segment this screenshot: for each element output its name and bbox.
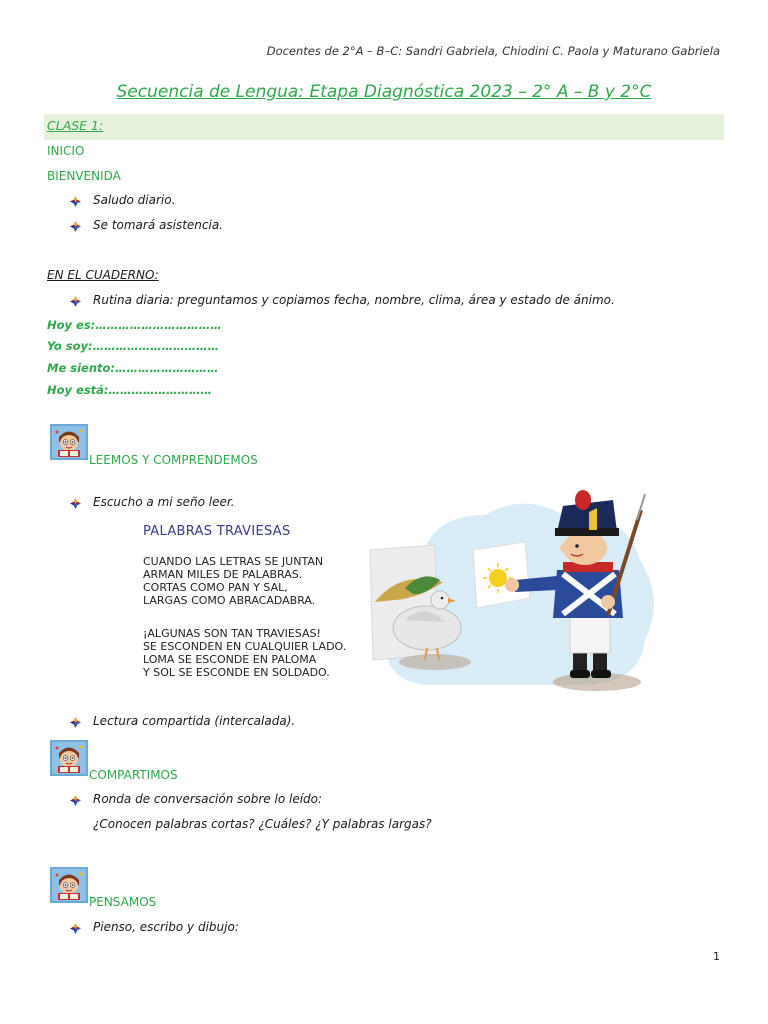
poem-title: PALABRAS TRAVIESAS (143, 524, 291, 539)
clase-label: CLASE 1: (47, 118, 104, 133)
bullet-arrow-icon (70, 717, 81, 728)
list-item: Se tomará asistencia. (93, 218, 223, 232)
poem-stanza-1 (143, 555, 323, 607)
poem-line: CUANDO LAS LETRAS SE JUNTAN (143, 555, 324, 568)
bullet-arrow-icon (70, 923, 81, 934)
bullet-arrow-icon (70, 196, 81, 207)
poem-line: ARMAN MILES DE PALABRAS. (143, 568, 303, 581)
cuaderno-heading: EN EL CUADERNO: (47, 268, 159, 282)
child-reading-icon (50, 740, 88, 776)
pensamos-heading: PENSAMOS (89, 895, 157, 909)
list-item: Ronda de conversación sobre lo leído: (93, 792, 323, 806)
poem-line: CORTAS COMO PAN Y SAL, (143, 581, 288, 594)
bienvenida-heading: BIENVENIDA (47, 169, 121, 183)
field-hoy-es: Hoy es:…………………………… (47, 318, 222, 332)
field-hoy-esta: Hoy está:……………………… (47, 383, 213, 397)
document-title: Secuencia de Lengua: Etapa Diagnóstica 2023 – 2° A – B y 2°C (116, 82, 652, 102)
list-item: Saludo diario. (93, 193, 176, 207)
question-text: ¿Conocen palabras cortas? ¿Cuáles? ¿Y palabras largas? (93, 817, 432, 831)
page-number: 1 (713, 950, 720, 963)
inicio-heading: INICIO (47, 144, 85, 158)
poem-line: LOMA SE ESCONDE EN PALOMA (143, 653, 317, 666)
poem-line: Y SOL SE ESCONDE EN SOLDADO. (143, 666, 330, 679)
clase-heading-bar (44, 114, 724, 140)
list-item: Pienso, escribo y dibujo: (93, 920, 239, 934)
list-item: Escucho a mi seño leer. (93, 495, 235, 509)
field-yo-soy: Yo soy:…………………………… (47, 339, 220, 353)
routine-text: Rutina diaria: preguntamos y copiamos fecha, nombre, clima, área y estado de ánimo. (93, 293, 615, 307)
bullet-arrow-icon (70, 221, 81, 232)
bullet-arrow-icon (70, 795, 81, 806)
poem-stanza-2 (143, 627, 346, 679)
field-me-siento: Me siento:……………………… (47, 361, 219, 375)
poem-line: SE ESCONDEN EN CUALQUIER LADO. (143, 640, 347, 653)
child-reading-icon (50, 867, 88, 903)
bullet-arrow-icon (70, 498, 81, 509)
child-reading-icon (50, 424, 88, 460)
poem-line: ¡ALGUNAS SON TAN TRAVIESAS! (143, 627, 321, 640)
list-item: Lectura compartida (intercalada). (93, 714, 296, 728)
bullet-arrow-icon (70, 296, 81, 307)
compartimos-heading: COMPARTIMOS (89, 768, 178, 782)
leemos-heading: LEEMOS Y COMPRENDEMOS (89, 453, 258, 467)
soldier-dove-illustration (365, 490, 665, 695)
header-authors: Docentes de 2°A – B–C: Sandri Gabriela, Chiodini C. Paola y Maturano Gabriela (266, 44, 720, 58)
poem-line: LARGAS COMO ABRACADABRA. (143, 594, 316, 607)
